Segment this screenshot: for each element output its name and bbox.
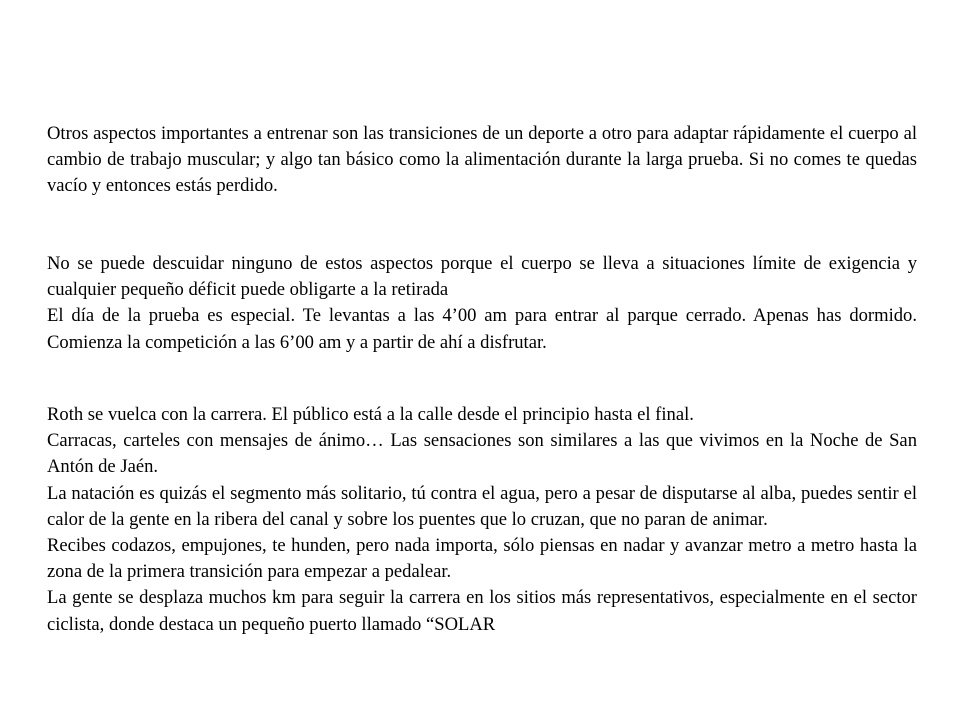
paragraph: La natación es quizás el segmento más solitario, tú contra el agua, pero a pesar de disputarse al alba, puedes sentir el calor de la gente en la ribera del canal y sobre los puentes que lo cruzan, que no paran de animar. [47, 482, 917, 530]
paragraph: No se puede descuidar ninguno de estos aspectos porque el cuerpo se lleva a situaciones límite de exigencia y cualquier pequeño déficit puede obligarte a la retirada [47, 253, 917, 301]
text-block-transitions [47, 121, 917, 200]
paragraph: Otros aspectos importantes a entrenar son las transiciones de un deporte a otro para adaptar rápidamente el cuerpo al cambio de trabajo muscular; y algo tan básico como la alimentación durante la larga prueba. Si no comes te quedas vacío y entonces estás perdido. [47, 123, 917, 197]
paragraph: La gente se desplaza muchos km para seguir la carrera en los sitios más representativos, especialmente en el sector ciclista, donde destaca un pequeño puerto llamado “SOLAR [47, 587, 917, 635]
text-block-roth [47, 402, 917, 638]
paragraph: Recibes codazos, empujones, te hunden, pero nada importa, sólo piensas en nadar y avanzar metro a metro hasta la zona de la primera transición para empezar a pedalear. [47, 535, 917, 583]
paragraph: Carracas, carteles con mensajes de ánimo… Las sensaciones son similares a las que vivimos en la Noche de San Antón de Jaén. [47, 430, 917, 478]
text-block-race-day [47, 251, 917, 356]
paragraph: El día de la prueba es especial. Te levantas a las 4’00 am para entrar al parque cerrado. Apenas has dormido. Comienza la competición a las 6’00 am y a partir de ahí a disfrutar. [47, 305, 917, 353]
paragraph: Roth se vuelca con la carrera. El público está a la calle desde el principio hasta el final. [47, 404, 694, 425]
